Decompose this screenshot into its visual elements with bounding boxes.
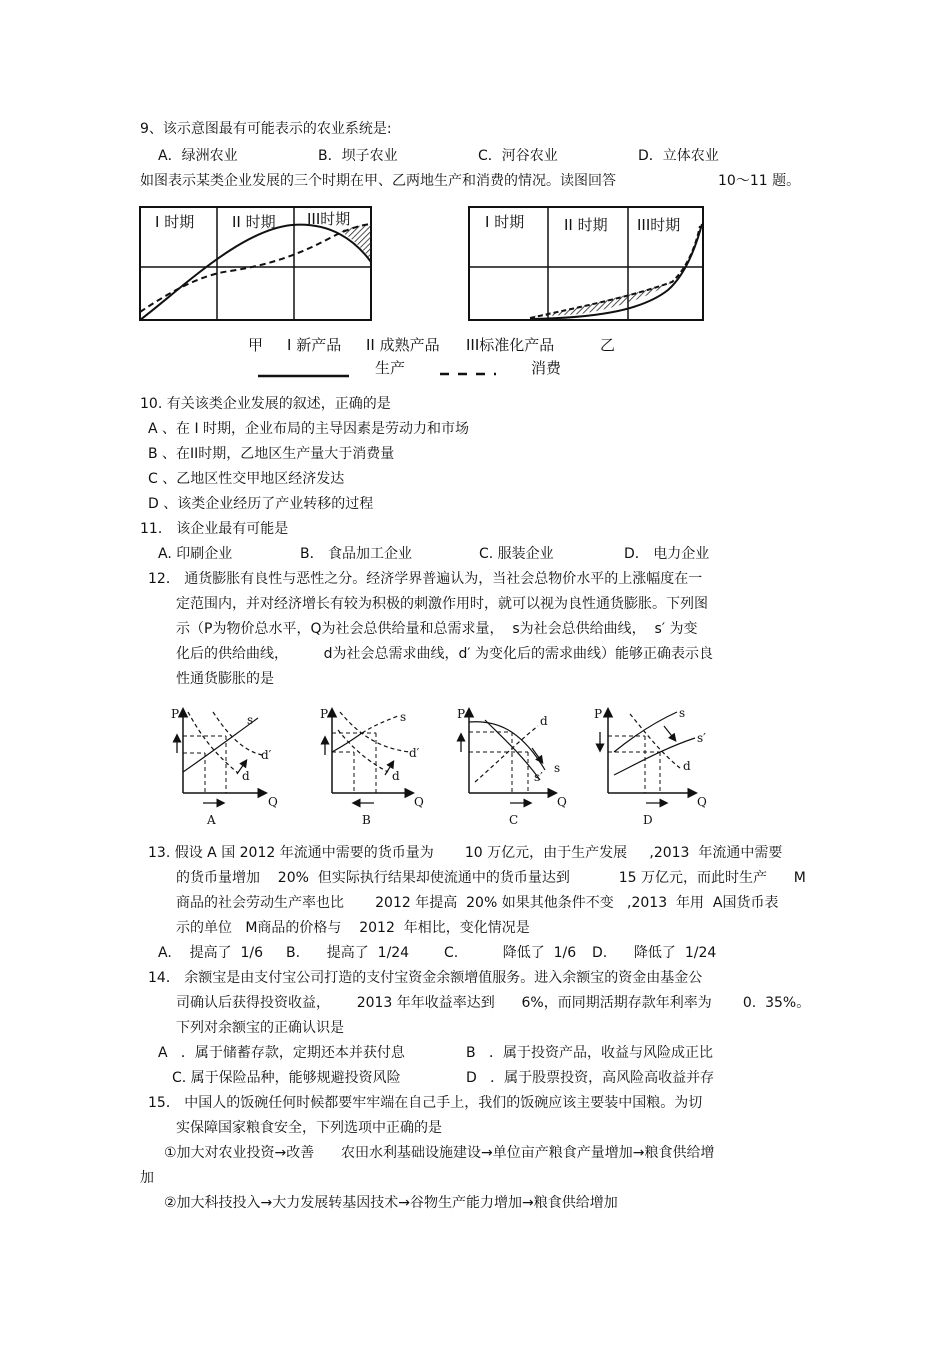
- graph-c-axis-p: P: [457, 707, 466, 721]
- graph-b-axis-p: P: [320, 707, 329, 721]
- graph-d-option: D: [643, 813, 653, 827]
- graph-c-label-d: d: [540, 714, 548, 728]
- graph-b-label-dprime: d′: [409, 746, 420, 760]
- graph-a-label-dprime: d′: [261, 748, 272, 762]
- graph-d-curve-d: [630, 714, 680, 768]
- q9-option-d: D．立体农业: [638, 148, 719, 164]
- q9-option-a: A．绿洲农业: [158, 148, 238, 164]
- q14-line1: 14． 余额宝是由支付宝公司打造的支付宝资金余额增值服务。进入余额宝的资金由基金公: [148, 970, 703, 986]
- q9-option-c: C．河谷农业: [478, 148, 558, 164]
- q12-line4: 化后的供给曲线， d为社会总需求曲线，d′ 为变化后的需求曲线）能够正确表示良: [176, 646, 714, 662]
- q13-option-d: D. 降低了 1/24: [592, 945, 717, 961]
- yi-period-2: II 时期: [564, 216, 608, 234]
- q11-option-b: B． 食品加工企业: [300, 546, 413, 562]
- q13-line3: 商品的社会劳动生产率也比 2012 年提高 20% 如果其他条件不变 ,2013 年用 A国货币表: [176, 895, 779, 911]
- graph-c-label-sprime: s′: [534, 770, 543, 784]
- intro-text: 如图表示某类企业发展的三个时期在甲、乙两地生产和消费的情况。读图回答: [140, 173, 616, 189]
- q14-option-a: A ．属于储蓄存款，定期还本并获付息: [158, 1045, 405, 1061]
- jia-consumption-curve: [140, 224, 371, 312]
- q14-line3: 下列对余额宝的正确认识是: [176, 1020, 344, 1036]
- q11-stem: 11． 该企业最有可能是: [140, 521, 289, 537]
- graph-b: [320, 707, 424, 827]
- graph-a: [171, 707, 278, 827]
- graph-c-curve-sprime: [475, 726, 538, 782]
- label-yi: 乙: [600, 336, 616, 354]
- q15-line2: 实保障国家粮食安全，下列选项中正确的是: [176, 1120, 442, 1136]
- production-consumption-figure: [0, 200, 950, 390]
- q13-line2: 的货币量增加 20% 但实际执行结果却使流通中的货币量达到 15 万亿元，而此时生产 M: [176, 870, 806, 886]
- q13-option-a: A. 提高了 1/6: [158, 945, 264, 961]
- q13-option-c: C. 降低了 1/6: [444, 945, 577, 961]
- q11-option-a: A. 印刷企业: [158, 546, 233, 562]
- q15-option2: ②加大科技投入→大力发展转基因技术→谷物生产能力增加→粮食供给增加: [164, 1195, 618, 1211]
- intro-range: 10～11 题。: [718, 173, 801, 189]
- q10-option-d: D 、该类企业经历了产业转移的过程: [148, 496, 374, 512]
- graph-d: [594, 706, 707, 827]
- q15-line1: 15． 中国人的饭碗任何时候都要牢牢端在自己手上，我们的饭碗应该主要装中国粮。为切: [148, 1095, 703, 1111]
- graph-a-axis-q: Q: [268, 795, 278, 809]
- q15-option1-cont: 加: [140, 1170, 154, 1186]
- graph-d-label-s: s: [679, 706, 686, 720]
- graph-d-label-sprime: s′: [697, 731, 706, 745]
- graph-a-label-d: d: [242, 769, 250, 783]
- q14-line2: 司确认后获得投资收益， 2013 年年收益率达到 6%，而同期活期存款年利率为 0. 35%。: [176, 995, 811, 1011]
- q14-option-c: C. 属于保险品种，能够规避投资风险: [172, 1070, 401, 1086]
- graph-d-axis-p: P: [594, 707, 603, 721]
- q13-option-b: B. 提高了 1/24: [286, 945, 410, 961]
- q13-line1: 13. 假设 A 国 2012 年流通中需要的货币量为 10 万亿元，由于生产发展 ,2013 年流通中需要: [148, 845, 783, 861]
- yi-period-1: I 时期: [485, 213, 525, 231]
- jia-period-2: II 时期: [232, 213, 276, 231]
- graph-c-label-s: s: [554, 761, 561, 775]
- jia-period-1: I 时期: [155, 213, 195, 231]
- q9-option-b: B．坝子农业: [318, 148, 398, 164]
- label-jia: 甲: [248, 336, 264, 354]
- graph-b-curve-d: [338, 730, 388, 772]
- q10-option-a: A 、在 I 时期，企业布局的主导因素是劳动力和市场: [148, 421, 470, 437]
- stage-standard-product: III标准化产品: [466, 336, 555, 354]
- q10-option-b: B 、在II时期，乙地区生产量大于消费量: [148, 446, 395, 462]
- q10-option-c: C 、乙地区性交甲地区经济发达: [148, 471, 345, 487]
- q13-line4: 示的单位 M商品的价格与 2012 年相比，变化情况是: [176, 920, 530, 936]
- graph-c-option: C: [509, 813, 519, 827]
- jia-production-curve: [140, 225, 371, 320]
- stage-new-product: I 新产品: [287, 336, 342, 354]
- graph-b-axis-q: Q: [414, 795, 424, 809]
- q12-line1: 12． 通货膨胀有良性与恶性之分。经济学界普遍认为，当社会总物价水平的上涨幅度在一: [148, 571, 703, 587]
- q10-stem: 10. 有关该类企业发展的叙述，正确的是: [140, 396, 391, 412]
- graph-a-option: A: [207, 813, 216, 827]
- q15-option1: ①加大对农业投资→改善 农田水利基础设施建设→单位亩产粮食产量增加→粮食供给增: [164, 1145, 715, 1161]
- q14-option-b: B ．属于投资产品，收益与风险成正比: [466, 1045, 713, 1061]
- supply-demand-graphs: [0, 700, 950, 830]
- graph-a-axis-p: P: [171, 707, 180, 721]
- q9-stem: 9、该示意图最有可能表示的农业系统是:: [140, 121, 392, 137]
- panel-yi: [469, 207, 703, 320]
- q11-option-d: D． 电力企业: [624, 546, 710, 562]
- legend-production: 生产: [375, 359, 406, 377]
- graph-d-label-d: d: [683, 759, 691, 773]
- graph-b-label-d: d: [392, 769, 400, 783]
- q12-line3: 示（P为物价总水平，Q为社会总供给量和总需求量， s为社会总供给曲线， s′ 为变: [176, 621, 698, 637]
- graph-a-label-s: s: [247, 713, 254, 727]
- graph-c-axis-q: Q: [557, 795, 567, 809]
- stage-mature-product: II 成熟产品: [366, 336, 440, 354]
- legend-consumption: 消费: [531, 359, 562, 377]
- graph-b-label-s: s: [400, 710, 407, 724]
- q12-line2: 定范围内，并对经济增长有较为积极的刺激作用时，就可以视为良性通货膨胀。下列图: [176, 596, 708, 612]
- q12-line5: 性通货膨胀的是: [176, 671, 274, 687]
- jia-period-3: III时期: [307, 210, 351, 228]
- panel-jia: [140, 207, 371, 320]
- graph-c: [457, 707, 567, 827]
- q11-option-c: C. 服装企业: [479, 546, 554, 562]
- yi-period-3: III时期: [637, 216, 681, 234]
- graph-b-option: B: [362, 813, 371, 827]
- q14-option-d: D ．属于股票投资，高风险高收益并存: [466, 1070, 715, 1086]
- graph-d-axis-q: Q: [697, 795, 707, 809]
- graph-b-curve-s: [362, 716, 398, 733]
